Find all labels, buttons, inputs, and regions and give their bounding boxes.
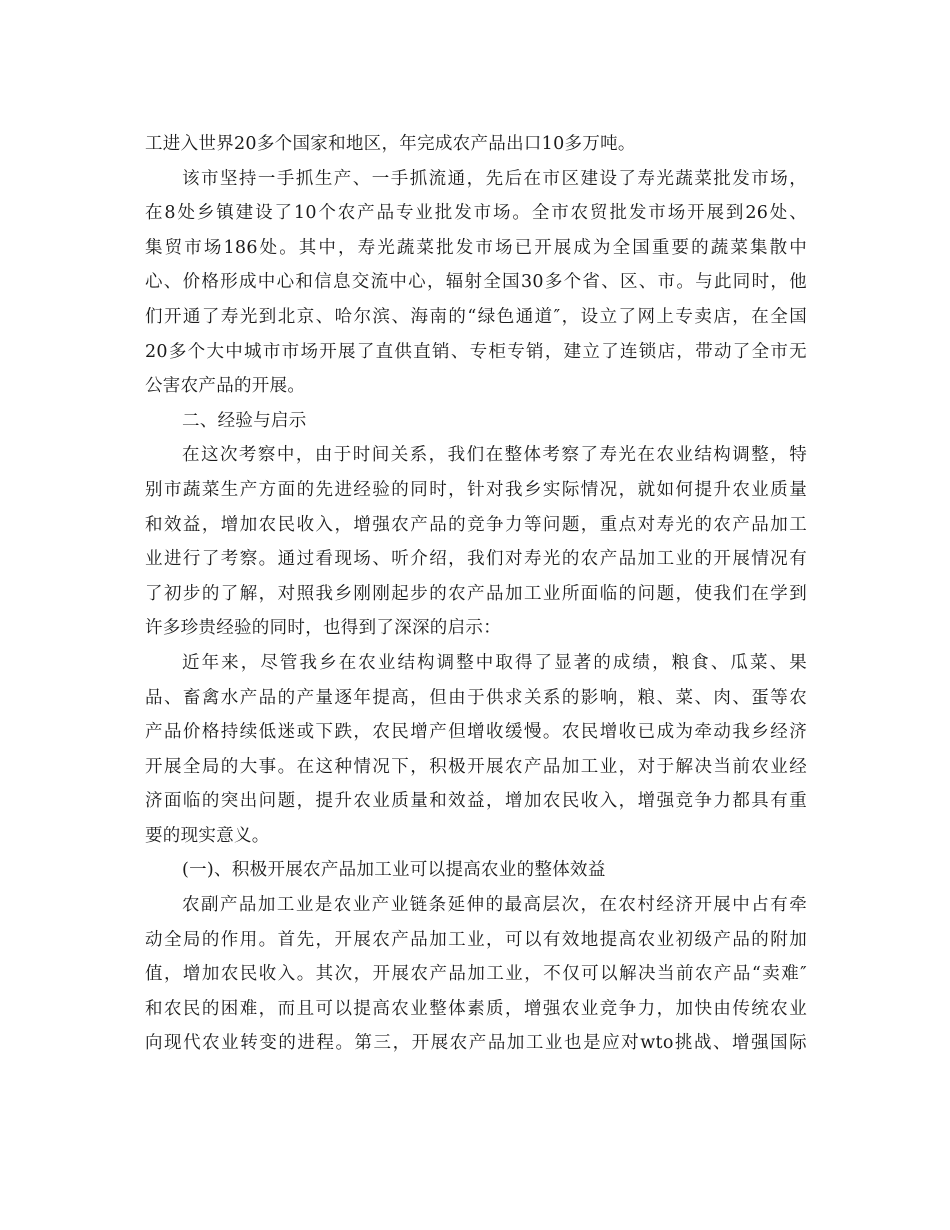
document-page	[145, 127, 807, 1061]
text-line: 公害农产品的开展。	[145, 376, 306, 397]
text-line: 20多个大中城市市场开展了直供直销、专柜专销，建立了连锁店，带动了全市无	[145, 341, 807, 362]
text-line: 品、畜禽水产品的产量逐年提高，但由于供求关系的影响，粮、菜、肉、蛋等农	[145, 687, 807, 708]
text-line: 农副产品加工业是农业产业链条延伸的最高层次，在农村经济开展中占有牵	[182, 895, 807, 916]
text-line: 该市坚持一手抓生产、一手抓流通，先后在市区建设了寿光蔬菜批发市场，	[182, 168, 807, 189]
text-line: 在8处乡镇建设了10个农产品专业批发市场。全市农贸批发市场开展到26处、	[145, 203, 807, 224]
text-line: 集贸市场186处。其中，寿光蔬菜批发市场已开展成为全国重要的蔬菜集散中	[145, 237, 807, 258]
text-line: 近年来，尽管我乡在农业结构调整中取得了显著的成绩，粮食、瓜菜、果	[182, 652, 807, 673]
text-line: 济面临的突出问题，提升农业质量和效益，增加农民收入，增强竞争力都具有重	[145, 791, 807, 812]
text-line: 要的现实意义。	[145, 825, 270, 846]
text-line: 们开通了寿光到北京、哈尔滨、海南的“绿色通道″，设立了网上专卖店，在全国	[145, 306, 807, 327]
text-line: 了初步的了解，对照我乡刚刚起步的农产品加工业所面临的问题，使我们在学到	[145, 583, 807, 604]
text-line: 开展全局的大事。在这种情况下，积极开展农产品加工业，对于解决当前农业经	[145, 756, 807, 777]
text-line: 和效益，增加农民收入，增强农产品的竞争力等问题，重点对寿光的农产品加工	[145, 514, 807, 535]
text-line: 产品价格持续低迷或下跌，农民增产但增收缓慢。农民增收已成为牵动我乡经济	[145, 722, 807, 743]
text-line: 心、价格形成中心和信息交流中心，辐射全国30多个省、区、市。与此同时，他	[145, 272, 807, 293]
text-line: 二、经验与启示	[182, 410, 307, 431]
text-line: 许多珍贵经验的同时，也得到了深深的启示：	[145, 618, 501, 639]
text-line: 在这次考察中，由于时间关系，我们在整体考察了寿光在农业结构调整，特	[182, 445, 807, 466]
text-line: 别市蔬菜生产方面的先进经验的同时，针对我乡实际情况，就如何提升农业质量	[145, 479, 807, 500]
text-line: 业进行了考察。通过看现场、听介绍，我们对寿光的农产品加工业的开展情况有	[145, 549, 807, 570]
text-line: 向现代农业转变的进程。第三，开展农产品加工业也是应对wto挑战、增强国际	[145, 1033, 807, 1054]
text-line: 动全局的作用。首先，开展农产品加工业，可以有效地提高农业初级产品的附加	[145, 929, 807, 950]
text-line: (一)、积极开展农产品加工业可以提高农业的整体效益	[182, 860, 606, 881]
text-line: 和农民的困难，而且可以提高农业整体素质，增强农业竞争力，加快由传统农业	[145, 998, 807, 1019]
text-line: 值，增加农民收入。其次，开展农产品加工业，不仅可以解决当前农产品“卖难″	[145, 964, 807, 985]
text-line: 工进入世界20多个国家和地区，年完成农产品出口10多万吨。	[145, 134, 636, 154]
